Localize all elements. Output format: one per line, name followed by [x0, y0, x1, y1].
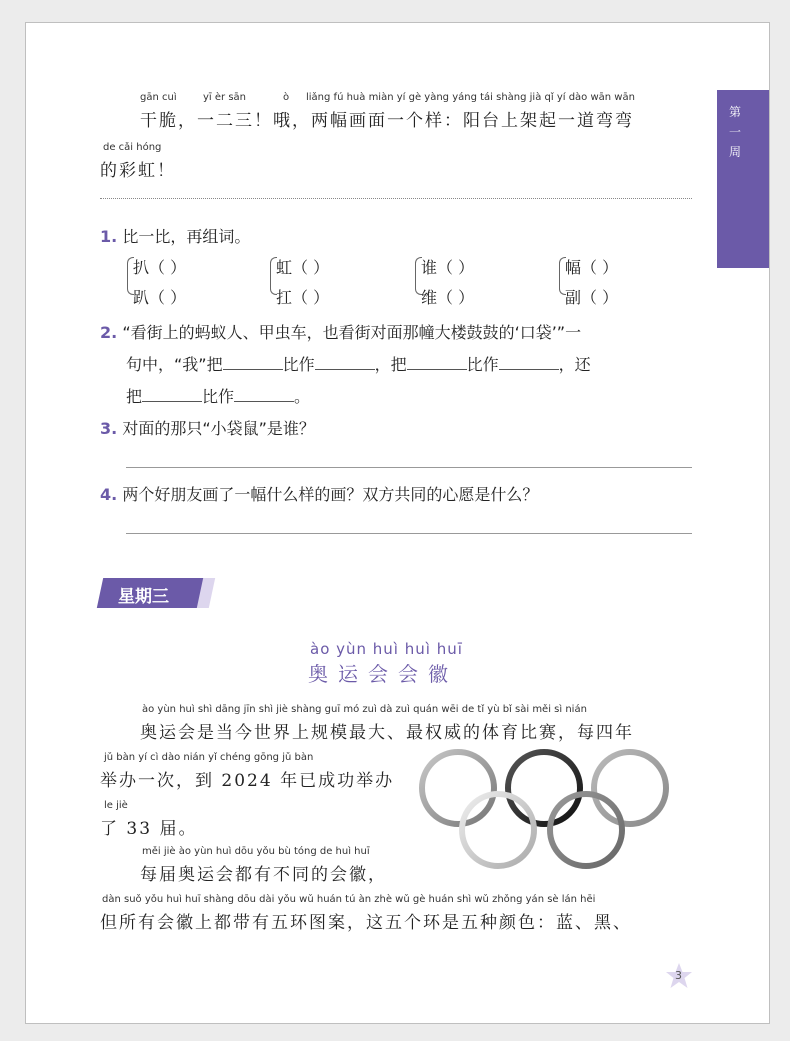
ring-lower-left: [462, 794, 534, 866]
text: ，还: [558, 355, 591, 374]
question-4: [100, 482, 538, 505]
text-line: 了 33 届。: [100, 819, 198, 839]
pinyin: jǔ bàn yí cì dào nián yǐ chéng gōng jǔ bàn: [104, 752, 314, 763]
question-number: 3.: [100, 419, 118, 438]
page-number: 3: [675, 969, 682, 982]
title-pinyin: ào yùn huì huì huī: [310, 640, 463, 658]
text: 比作: [202, 387, 235, 406]
word-blank[interactable]: 虹（ ）: [276, 258, 330, 277]
question-text: 比一比，再组词。: [122, 227, 251, 246]
text: ，把: [374, 355, 407, 374]
question-text: 对面的那只“小袋鼠”是谁？: [122, 419, 315, 438]
text: 把: [126, 387, 143, 406]
text-line: 干脆，一二三！哦，两幅画面一个样：阳台上架起一道弯弯: [140, 111, 634, 131]
answer-line[interactable]: [126, 533, 692, 534]
word-blank[interactable]: 扒（ ）: [133, 258, 187, 277]
text: 比作: [282, 355, 315, 374]
ring-lower-right: [550, 794, 622, 866]
pinyin: dàn suǒ yǒu huì huī shàng dōu dài yǒu wǔ huán tú àn zhè wǔ gè huán shì wǔ zhǒng yán sè lán hēi: [102, 894, 596, 905]
pinyin: yī èr sān: [203, 92, 246, 103]
word-blank[interactable]: 幅（ ）: [565, 258, 619, 277]
text: 句中，“我”把: [126, 355, 223, 374]
question-2-line-2: [126, 352, 591, 375]
word-blank[interactable]: 维（ ）: [421, 288, 475, 307]
answer-blank[interactable]: [142, 387, 202, 402]
article-title: 奥运会会徽: [308, 662, 458, 686]
text-line: 每届奥运会都有不同的会徽，: [140, 865, 387, 885]
pinyin: gān cuì: [140, 92, 177, 103]
text-line: 举办一次，到 2024 年已成功举办: [100, 771, 395, 791]
text-line: 奥运会是当今世界上规模最大、最权威的体育比赛，每四年: [140, 723, 634, 743]
word-blank[interactable]: 副（ ）: [565, 288, 619, 307]
word-blank[interactable]: 趴（ ）: [133, 288, 187, 307]
ring-right: [594, 752, 666, 824]
pinyin: ò: [283, 92, 290, 103]
answer-blank[interactable]: [499, 355, 559, 370]
answer-blank[interactable]: [234, 387, 294, 402]
week-tab[interactable]: [717, 90, 769, 268]
pinyin: le jiè: [104, 800, 128, 811]
ring-center: [508, 752, 580, 824]
answer-line[interactable]: [126, 467, 692, 468]
pinyin: ào yùn huì shì dāng jīn shì jiè shàng guī mó zuì dà zuì quán wēi de tǐ yù bǐ sài měi sì nián: [142, 704, 587, 715]
ring-left: [422, 752, 494, 824]
week-tab-label: 第一周: [729, 105, 742, 159]
word-blank[interactable]: 扛（ ）: [276, 288, 330, 307]
question-1: [100, 224, 250, 247]
question-number: 4.: [100, 485, 118, 504]
question-text: 两个好朋友画了一幅什么样的画？双方共同的心愿是什么？: [122, 485, 539, 504]
pinyin: de cǎi hóng: [103, 142, 162, 153]
question-number: 2.: [100, 323, 118, 342]
section-label: 星期三: [118, 587, 169, 607]
question-2: [100, 320, 581, 343]
answer-blank[interactable]: [315, 355, 375, 370]
pinyin: měi jiè ào yùn huì dōu yǒu bù tóng de huì huī: [142, 846, 370, 857]
word-blank[interactable]: 谁（ ）: [421, 258, 475, 277]
question-number: 1.: [100, 227, 118, 246]
text: 。: [294, 387, 311, 406]
dotted-divider: [100, 198, 692, 199]
text: 比作: [466, 355, 499, 374]
question-3: [100, 416, 315, 439]
answer-blank[interactable]: [407, 355, 467, 370]
olympic-rings-illustration: [418, 748, 678, 870]
question-2-line-3: [126, 384, 310, 407]
pinyin: liǎng fú huà miàn yí gè yàng yáng tái shàng jià qǐ yí dào wān wān: [306, 92, 635, 103]
question-text: “看街上的蚂蚁人、甲虫车，也看街对面那幢大楼鼓鼓的‘口袋’”一: [122, 323, 582, 342]
text-line: 但所有会徽上都带有五环图案，这五个环是五种颜色：蓝、黑、: [100, 913, 632, 933]
text-line: 的彩虹！: [100, 161, 176, 181]
answer-blank[interactable]: [223, 355, 283, 370]
